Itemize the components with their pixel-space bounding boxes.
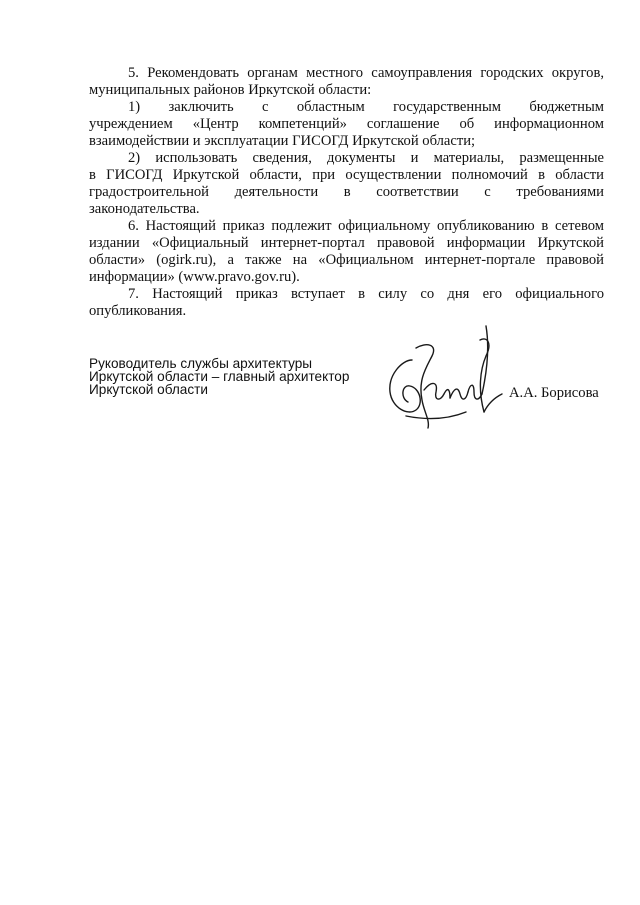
- signatory-position-line-2: Иркутской области – главный архитектор: [89, 369, 350, 384]
- paragraph-5-line-2: муниципальных районов Иркутской области:: [89, 82, 372, 98]
- item-1-line-3: взаимодействии и эксплуатации ГИСОГД Иркутской области;: [89, 133, 476, 149]
- item-2-line-3: градостроительной деятельности в соответствии с требованиями: [89, 184, 604, 200]
- item-1-line-2: учреждением «Центр компетенций» соглашение об информационном: [89, 116, 604, 132]
- item-2-line-1: 2) использовать сведения, документы и материалы, размещенные: [128, 150, 604, 166]
- item-2-line-2: в ГИСОГД Иркутской области, при осуществлении полномочий в области: [89, 167, 604, 183]
- signatory-name: А.А. Борисова: [509, 385, 599, 401]
- item-1-line-1: 1) заключить с областным государственным бюджетным: [128, 99, 604, 115]
- paragraph-6-line-1: 6. Настоящий приказ подлежит официальному опубликованию в сетевом: [128, 218, 604, 234]
- signatory-position-line-1: Руководитель службы архитектуры: [89, 356, 313, 371]
- signatory-position-line-3: Иркутской области: [89, 382, 208, 397]
- paragraph-7-line-2: опубликования.: [89, 303, 187, 319]
- paragraph-6-line-3: области» (ogirk.ru), а также на «Официальном интернет-портале правовой: [89, 252, 604, 268]
- paragraph-7-line-1: 7. Настоящий приказ вступает в силу со дня его официального: [128, 286, 604, 302]
- handwritten-signature: [382, 320, 512, 435]
- paragraph-6-line-2: издании «Официальный интернет-портал правовой информации Иркутской: [89, 235, 604, 251]
- paragraph-5-line-1: 5. Рекомендовать органам местного самоуправления городских округов,: [128, 65, 604, 81]
- paragraph-6-line-4: информации» (www.pravo.gov.ru).: [89, 269, 300, 285]
- item-2-line-4: законодательства.: [89, 201, 200, 217]
